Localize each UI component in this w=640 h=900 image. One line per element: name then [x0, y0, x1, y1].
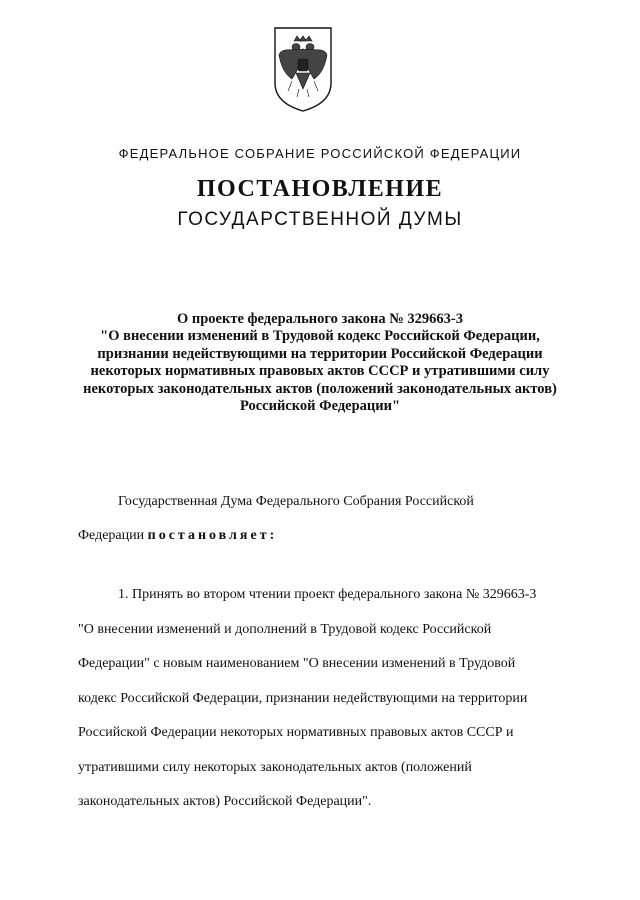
word: Федерального — [255, 494, 340, 509]
word: силу — [162, 759, 191, 775]
word: дополнений — [235, 621, 307, 637]
heading-line: некоторых нормативных правовых актов СССР и утратившими силу — [90, 363, 550, 380]
word: внесении — [97, 621, 154, 637]
heading-line: некоторых законодательных актов (положений законодательных актов) — [83, 380, 557, 397]
heading-line: Российской Федерации" — [239, 398, 401, 415]
item-1-paragraph — [78, 578, 576, 820]
word: и — [224, 621, 232, 637]
preamble-line-2 — [78, 519, 576, 553]
heading-line: признании недействующими на территории Российской Федерации — [97, 345, 543, 362]
document-title: ПОСТАНОВЛЕНИЕ — [196, 176, 444, 202]
heading-line: "О внесении изменений в Трудовой кодекс Российской Федерации, — [100, 328, 540, 345]
preamble-paragraph — [78, 485, 576, 553]
word: некоторых — [193, 759, 257, 775]
word: кодекс — [380, 621, 419, 637]
preamble-text: Федерации — [78, 528, 148, 543]
word: изменений — [156, 621, 221, 637]
decree-verb: постановляет: — [147, 528, 278, 543]
word: Трудовой — [320, 621, 377, 637]
item-1-line-1 — [78, 578, 576, 613]
word: "О — [78, 621, 94, 637]
word: законодательных — [260, 759, 362, 775]
item-1-line-6 — [78, 751, 576, 786]
word: в — [310, 621, 317, 637]
item-1-line-5: Российской Федерации некоторых нормативных правовых актов СССР и — [78, 725, 514, 740]
item-1-line-7: законодательных актов) Российской Федерации". — [78, 794, 372, 809]
organization-name: ФЕДЕРАЛЬНОЕ СОБРАНИЕ РОССИЙСКОЙ ФЕДЕРАЦИИ — [118, 146, 522, 161]
word: Российской — [404, 494, 474, 509]
state-emblem-icon — [272, 25, 334, 113]
resolution-heading — [40, 311, 600, 415]
word: Собрания — [343, 494, 402, 509]
word: Российской — [422, 621, 492, 637]
word: актов — [365, 759, 398, 775]
word: Государственная — [118, 494, 218, 509]
preamble-line-1 — [78, 485, 576, 519]
word: (положений — [401, 759, 472, 775]
item-1-line-4: кодекс Российской Федерации, признании недействующими на территории — [78, 690, 528, 706]
word: утратившими — [78, 759, 159, 775]
item-1-line-2 — [78, 613, 576, 648]
word: Дума — [220, 494, 253, 509]
document-subtitle: ГОСУДАРСТВЕННОЙ ДУМЫ — [177, 209, 463, 230]
text-line: 1. Принять во втором чтении проект федерального закона № 329663-3 — [118, 587, 537, 602]
item-1-line-3: Федерации" с новым наименованием "О внесении изменений в Трудовой — [78, 656, 516, 671]
heading-line: О проекте федерального закона № 329663-3 — [176, 311, 464, 327]
